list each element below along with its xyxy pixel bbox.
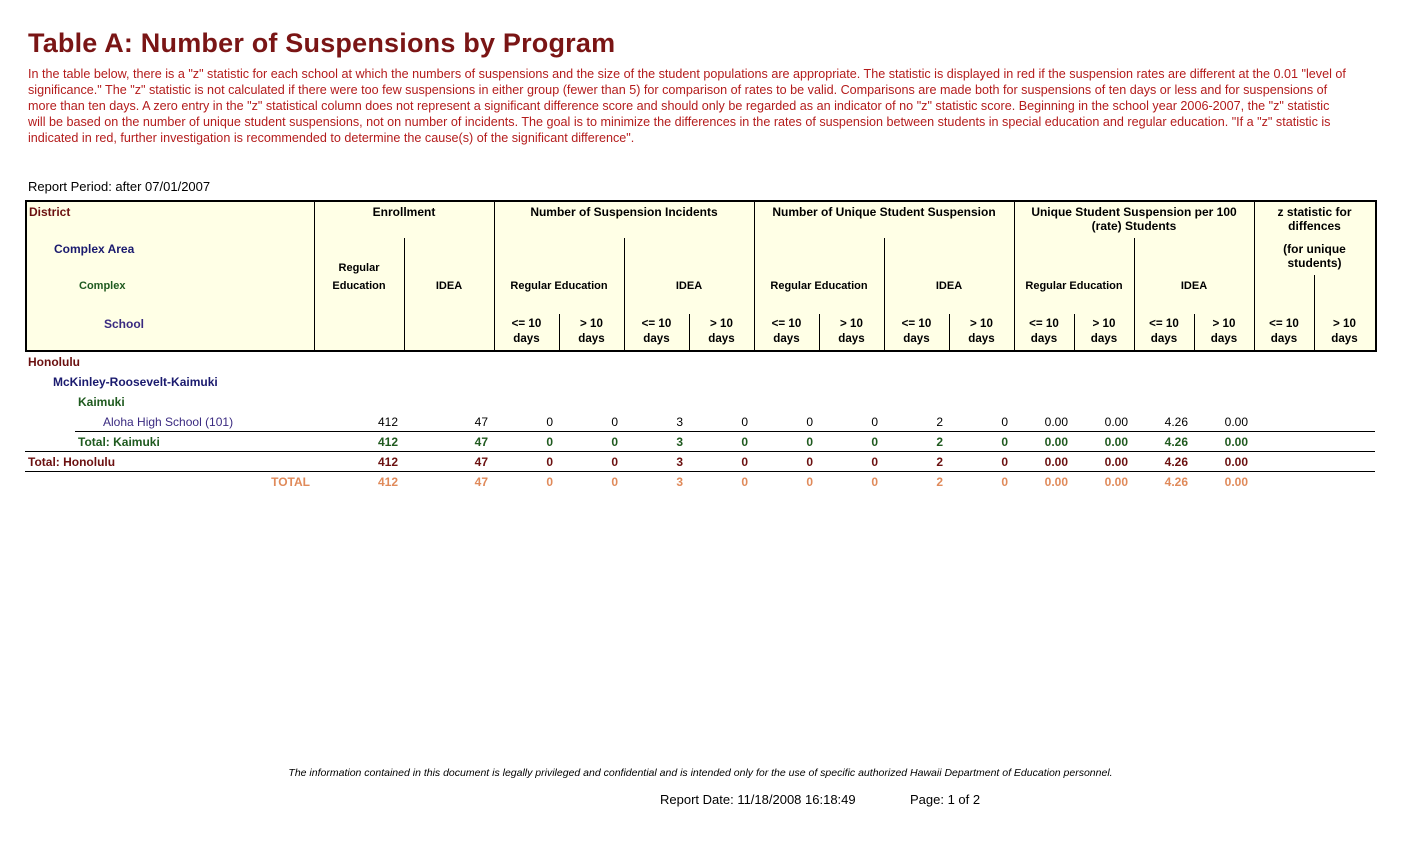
cell: 0 [546,435,553,449]
header-rate-idea: IDEA [1180,280,1208,292]
header-days: days [1150,332,1178,345]
cell: 0 [611,435,618,449]
table-row [25,472,1375,492]
cell: 47 [474,435,488,449]
header-enroll-idea: IDEA [435,280,463,292]
row-label: McKinley-Roosevelt-Kaimuki [53,375,218,389]
row-district [25,352,1375,372]
cell: 4.26 [1164,435,1188,449]
header-education: Education [332,280,386,292]
cell: 3 [676,475,683,489]
divider [314,202,315,350]
row-label: Total: Kaimuki [78,435,160,449]
header-days: days [578,332,605,345]
header-le10: <= 10 [901,317,932,330]
header-days: days [1270,332,1298,345]
header-days: days [773,332,800,345]
header-le10: <= 10 [1029,317,1059,330]
report-date: Report Date: 11/18/2008 16:18:49 [660,792,856,807]
header-uniq-idea: IDEA [935,280,963,292]
table-row [25,412,1375,432]
cell: 0 [741,475,748,489]
table-row [25,452,1375,472]
cell: 412 [377,475,398,489]
header-rate-regular: Regular Education [1025,280,1123,292]
header-days: days [1090,332,1118,345]
cell: 47 [474,475,488,489]
header-district: District [29,205,71,219]
row-label: Total: Honolulu [28,455,116,469]
cell: 0 [1001,435,1008,449]
cell: 0 [546,475,553,489]
cell: 2 [936,435,943,449]
row-label: TOTAL [271,475,310,489]
cell: 0 [546,455,553,469]
cell: 0.00 [1224,475,1248,489]
cell: 2 [936,475,943,489]
row-label: Honolulu [28,355,80,369]
cell: 0 [741,455,748,469]
cell: 3 [676,435,683,449]
cell: 47 [474,455,488,469]
header-days: days [643,332,670,345]
confidentiality-notice: The information contained in this document is legally privileged and confidential and is intended only for the use of specific authorized Hawaii Department of Education personnel. [288,767,1113,779]
header-gt10: > 10 [710,317,733,330]
header-le10: <= 10 [1269,317,1299,330]
row-complex [25,392,1375,412]
cell: 4.26 [1164,455,1188,469]
cell: 0.00 [1044,415,1068,429]
header-gt10: > 10 [970,317,993,330]
cell: 0.00 [1104,435,1128,449]
header-days: days [1331,332,1358,345]
cell: 0 [611,475,618,489]
table-row [25,432,1375,452]
cell: 3 [676,415,683,429]
cell: 2 [936,415,943,429]
cell: 0 [806,415,813,429]
cell: 0 [611,455,618,469]
header-le10: <= 10 [511,317,542,330]
header-complex-area: Complex Area [54,242,135,256]
header-uniq-regular: Regular Education [770,280,868,292]
header-gt10: > 10 [1333,317,1356,330]
header-gt10: > 10 [840,317,863,330]
cell: 0.00 [1104,455,1128,469]
header-days: days [838,332,865,345]
cell: 412 [377,455,398,469]
header-incidents: Number of Suspension Incidents [530,205,718,219]
cell: 0 [871,415,878,429]
cell: 4.26 [1164,475,1188,489]
header-days: days [708,332,735,345]
cell: 0 [806,475,813,489]
intro-paragraph: In the table below, there is a "z" statistic for each school at which the numbers of suspensions and the size of the student populations are appropriate. The statistic is displayed in red if the suspension rates are different at the 0.01 "level of significance." The "z" statistic is not calculated if there were too few suspensions in either group (fewer than 5) for comparison of rates to be valid. Comparisons are made both for suspensions of ten days or less and for suspensions of more than ten days. A zero entry in the "z" statistical column does not represent a significant difference score and should only be regarded as an indicator of no "z" statistic score. Beginning in the school year 2006-2007, the "z" statistic will be based on the number of unique student suspensions, not on number of incidents. The goal is to minimize the differences in the rates of suspension between students in special education and regular education. "If a "z" statistic is indicated in red, further investigation is recommended to determine the cause(s) of the significant difference". [28,67,1346,146]
page-number: Page: 1 of 2 [910,792,981,807]
table-body [25,352,1375,492]
cell: 2 [936,455,943,469]
header-gt10: > 10 [580,317,603,330]
cell: 0.00 [1104,415,1128,429]
cell: 0 [741,415,748,429]
cell: 0 [806,435,813,449]
cell: 0 [871,475,878,489]
page-title: Table A: Number of Suspensions by Program [28,28,616,58]
header-days: days [1030,332,1058,345]
header-days: days [968,332,995,345]
cell: 0.00 [1044,455,1068,469]
cell: 47 [474,415,488,429]
header-inc-regular: Regular Education [510,280,608,292]
report-period: Report Period: after 07/01/2007 [28,179,211,194]
cell: 0 [1001,415,1008,429]
cell: 0 [871,455,878,469]
cell: 0.00 [1224,455,1248,469]
cell: 412 [377,415,398,429]
cell: 0.00 [1224,415,1248,429]
row-complex-area [25,372,1375,392]
cell: 0 [611,415,618,429]
header-le10: <= 10 [771,317,802,330]
header-gt10: > 10 [1092,317,1116,330]
table-header [25,200,1377,352]
cell: 3 [676,455,683,469]
cell: 0.00 [1044,435,1068,449]
header-days: days [903,332,930,345]
cell: 0 [1001,475,1008,489]
header-complex: Complex [79,280,126,292]
header-inc-idea: IDEA [675,280,703,292]
cell: 0 [741,435,748,449]
header-gt10: > 10 [1212,317,1236,330]
cell: 0 [1001,455,1008,469]
cell: 0.00 [1104,475,1128,489]
header-days: days [513,332,540,345]
header-zstat-sub: (for unique students) [1283,242,1346,270]
header-rate: Unique Student Suspension per 100 (rate) Students [1031,205,1237,233]
row-label: Aloha High School (101) [103,415,234,429]
cell: 0 [871,435,878,449]
cell: 0 [546,415,553,429]
header-enrollment: Enrollment [372,205,436,219]
cell: 412 [377,435,398,449]
header-regular: Regular [338,262,380,274]
cell: 0.00 [1044,475,1068,489]
cell: 0 [806,455,813,469]
header-school: School [104,317,145,331]
header-zstat: z statistic for diffences [1277,205,1352,233]
row-label: Kaimuki [78,395,125,409]
cell: 4.26 [1164,415,1188,429]
divider [404,238,405,350]
header-unique: Number of Unique Student Suspension [772,205,996,219]
header-le10: <= 10 [641,317,672,330]
header-days: days [1210,332,1238,345]
cell: 0.00 [1224,435,1248,449]
header-le10: <= 10 [1149,317,1179,330]
